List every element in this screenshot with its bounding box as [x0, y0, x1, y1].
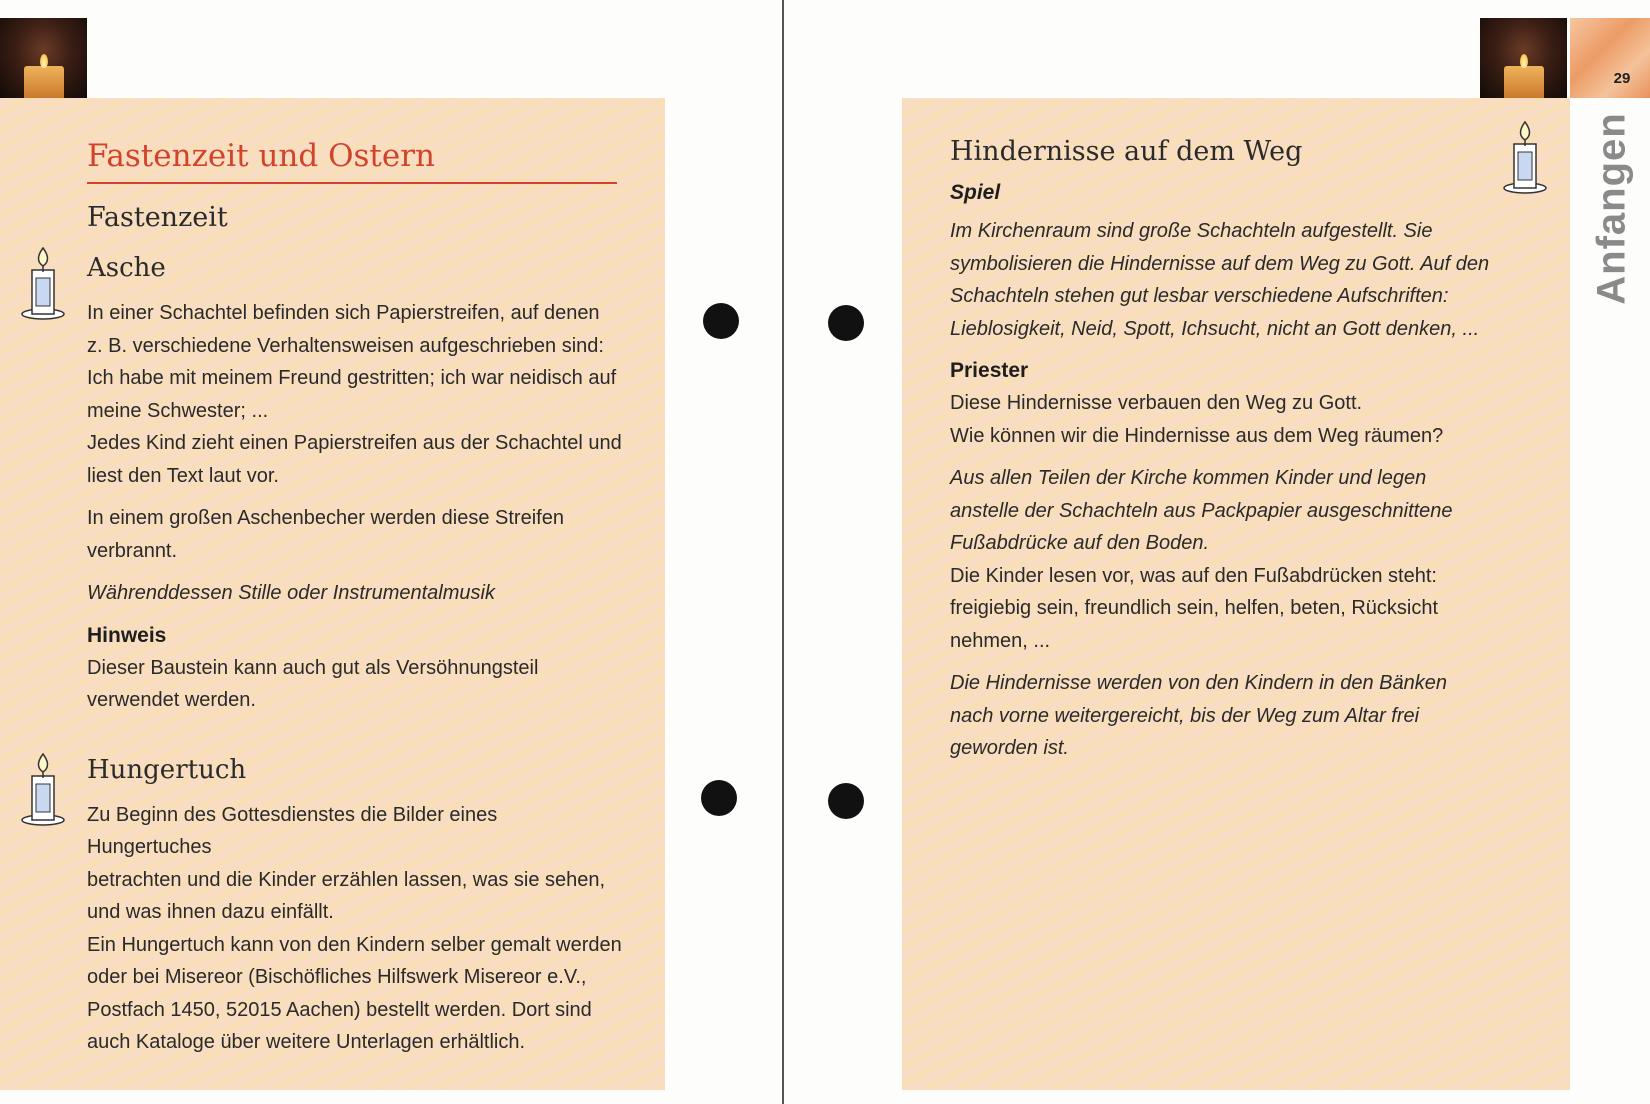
section-asche	[87, 253, 627, 717]
text-line: Ein Hungertuch kann von den Kindern selber gemalt werden	[87, 933, 622, 956]
section-title: Hungertuch	[87, 754, 247, 785]
left-text	[87, 130, 627, 1059]
asche-paragraph-2	[87, 502, 627, 567]
section-hungertuch	[87, 755, 627, 1059]
candle-photo-flame	[1520, 54, 1528, 68]
hungertuch-paragraph	[87, 799, 627, 1059]
article-title: Hindernisse auf dem Weg	[950, 136, 1303, 167]
spiel-text	[950, 215, 1510, 345]
text-line: In einer Schachtel befinden sich Papierstreifen, auf denen	[87, 302, 600, 324]
candle-photo-wax	[1504, 66, 1544, 98]
candle-photo-flame	[40, 54, 48, 68]
text-line: meine Schwester; ...	[87, 399, 269, 422]
text-line: Zu Beginn des Gottesdienstes die Bilder eines Hungertuches	[87, 803, 498, 858]
text-line: Wie können wir die Hindernisse aus dem Weg räumen?	[950, 424, 1444, 447]
text-line: Die Kinder lesen vor, was auf den Fußabdrücken steht:	[950, 564, 1437, 587]
text-line: verwendet werden.	[87, 689, 256, 711]
text-line: geworden ist.	[950, 737, 1069, 759]
text-line: liest den Text laut vor.	[87, 464, 279, 487]
candle-photo-wax	[24, 66, 64, 98]
note-label: Hinweis	[87, 623, 167, 647]
page-number: 29	[1613, 70, 1631, 87]
text-line: Lieblosigkeit, Neid, Spott, Ichsucht, nicht an Gott denken, ...	[950, 317, 1480, 340]
asche-paragraph-3: Währenddessen Stille oder Instrumentalmusik	[87, 582, 495, 604]
asche-paragraph-1	[87, 297, 627, 492]
candle-photo	[0, 18, 87, 98]
candle-icon	[20, 244, 66, 324]
text-line: z. B. verschiedene Verhaltensweisen aufgeschrieben sind:	[87, 334, 604, 357]
text-line: In einem großen Aschenbecher werden diese Streifen	[87, 507, 564, 529]
spiel-label: Spiel	[950, 181, 1001, 204]
text-line: Dieser Baustein kann auch gut als Versöhnungsteil	[87, 656, 539, 679]
candle-photo	[1480, 18, 1567, 98]
plain-paragraph-1	[950, 560, 1510, 658]
left-page	[0, 0, 782, 1104]
text-line: und was ihnen dazu einfällt.	[87, 901, 334, 923]
subtitle: Fastenzeit	[87, 202, 228, 233]
binder-hole	[828, 783, 864, 819]
binder-hole	[701, 780, 737, 816]
right-text	[950, 130, 1510, 765]
italic-paragraph-2	[950, 667, 1510, 765]
text-line: Diese Hindernisse verbauen den Weg zu Gott.	[950, 392, 1363, 414]
text-line: Im Kirchenraum sind große Schachteln aufgestellt. Sie	[950, 220, 1433, 242]
note-text	[87, 652, 627, 717]
text-line: freigiebig sein, freundlich sein, helfen, beten, Rücksicht	[950, 597, 1439, 619]
right-page	[782, 0, 1650, 1104]
text-line: auch Kataloge über weitere Unterlagen erhältlich.	[87, 1031, 526, 1053]
text-line: anstelle der Schachteln aus Packpapier ausgeschnittene	[950, 499, 1453, 522]
text-line: Fußabdrücke auf den Boden.	[950, 532, 1210, 554]
text-line: Ich habe mit meinem Freund gestritten; ich war neidisch auf	[87, 367, 617, 389]
text-line: Schachteln stehen gut lesbar verschiedene Aufschriften:	[950, 285, 1449, 307]
text-line: verbrannt.	[87, 539, 178, 562]
candle-icon	[20, 750, 66, 830]
section-tab	[1582, 108, 1642, 308]
text-line: nehmen, ...	[950, 629, 1051, 652]
text-line: Aus allen Teilen der Kirche kommen Kinder und legen	[950, 467, 1427, 489]
text-line: Postfach 1450, 52015 Aachen) bestellt werden. Dort sind	[87, 998, 592, 1021]
italic-paragraph-1	[950, 462, 1510, 560]
chapter-title: Fastenzeit und Ostern	[87, 138, 617, 184]
text-line: Die Hindernisse werden von den Kindern in den Bänken	[950, 672, 1447, 694]
text-line: oder bei Misereor (Bischöfliches Hilfswerk Misereor e.V.,	[87, 966, 587, 988]
section-title: Asche	[87, 253, 166, 283]
priester-text	[950, 387, 1510, 452]
text-line: nach vorne weitergereicht, bis der Weg zum Altar frei	[950, 704, 1420, 727]
priester-label: Priester	[950, 359, 1029, 382]
section-tab-label: Anfangen	[1589, 111, 1634, 305]
text-line: Jedes Kind zieht einen Papierstreifen aus der Schachtel und	[87, 432, 622, 454]
text-line: betrachten und die Kinder erzählen lassen, was sie sehen,	[87, 868, 606, 891]
text-line: symbolisieren die Hindernisse auf dem Weg zu Gott. Auf den	[950, 252, 1490, 275]
binder-hole	[828, 305, 864, 341]
binder-hole	[703, 303, 739, 339]
